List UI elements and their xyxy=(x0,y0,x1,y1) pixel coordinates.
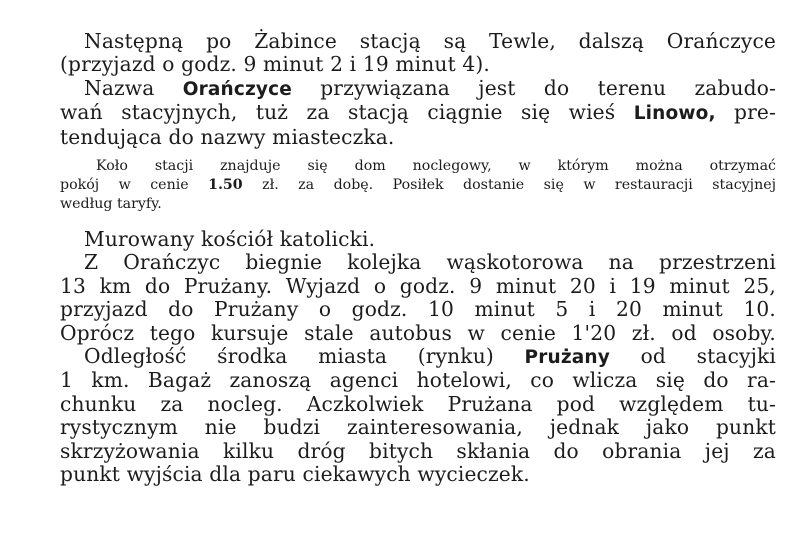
paragraph-4-line-2: 13 km do Prużany. Wyjazd o godz. 9 minut 20 i 19 minut 25, xyxy=(60,273,776,298)
paragraph-4 xyxy=(32,251,776,345)
paragraph-2 xyxy=(32,77,776,149)
paragraph-1 xyxy=(32,30,776,77)
paragraph-5-line-2: 1 km. Bagaż zanoszą agenci hotelowi, co wlicza się do ra- xyxy=(60,368,776,393)
place-name-pruzany: Prużany xyxy=(524,347,610,369)
paragraph-1-line-2-text: (przyjazd o godz. 9 minut 2 i 19 minut 4). xyxy=(60,52,491,77)
paragraph-2-line-1 xyxy=(32,77,776,101)
paragraph-2-line-2-post: pre- xyxy=(715,100,777,125)
paragraph-5 xyxy=(32,345,776,486)
paragraph-3 xyxy=(32,228,776,251)
document-page xyxy=(32,30,776,487)
place-name-oranczyce: Orańczyce xyxy=(182,78,292,100)
paragraph-5-line-1 xyxy=(32,345,776,369)
paragraph-4-line-1: Z Orańczyc biegnie kolejka wąskotorowa na przestrzeni xyxy=(84,250,776,275)
note-line-2-post: zł. za dobę. Posiłek dostanie się w restauracji stacyjnej xyxy=(242,177,776,194)
paragraph-2-line-2 xyxy=(32,101,776,125)
paragraph-5-line-1-pre: Odległość środka miasta (rynku) xyxy=(84,344,525,369)
paragraph-3-line-1: Murowany kościół katolicki. xyxy=(84,227,376,252)
note-price: 1.50 xyxy=(208,177,243,194)
note-line-2-pre: pokój w cenie xyxy=(60,177,209,194)
paragraph-5-line-3: chunku za nocleg. Aczkolwiek Prużana pod względem tu- xyxy=(60,391,776,416)
paragraph-5-line-4: rystycznym nie budzi zainteresowania, jednak jako punkt xyxy=(60,415,776,440)
paragraph-4-line-4: Oprócz tego kursuje stale autobus w cenie 1'20 zł. od osoby. xyxy=(60,320,776,345)
paragraph-5-line-6: punkt wyjścia dla paru ciekawych wycieczek. xyxy=(60,462,530,487)
paragraph-5-line-1-post: od stacyjki xyxy=(609,344,776,369)
paragraph-5-line-5: skrzyżowania kilku dróg bitych skłania do obrania jej za xyxy=(60,438,776,463)
place-name-linowo: Linowo, xyxy=(633,103,716,125)
paragraph-2-line-1-pre: Nazwa xyxy=(84,75,183,100)
note-line-3: według taryfy. xyxy=(60,196,162,213)
small-print-note xyxy=(32,157,776,214)
paragraph-1-line-2 xyxy=(32,53,776,76)
paragraph-2-line-1-post: przywiązana jest do terenu zabudo- xyxy=(291,75,777,100)
note-line-1: Koło stacji znajduje się dom noclegowy, w którym można otrzymać xyxy=(96,158,776,175)
paragraph-2-line-3: tendująca do nazwy miasteczka. xyxy=(60,124,395,149)
paragraph-4-line-3: przyjazd do Prużany o godz. 10 minut 5 i 20 minut 10. xyxy=(60,297,776,322)
paragraph-2-line-2-pre: wań stacyjnych, tuż za stacją ciągnie się wieś xyxy=(60,100,634,125)
note-line-2 xyxy=(32,176,776,195)
paragraph-1-line-1: Następną po Żabince stacją są Tewle, dalszą Orańczyce xyxy=(84,29,776,53)
